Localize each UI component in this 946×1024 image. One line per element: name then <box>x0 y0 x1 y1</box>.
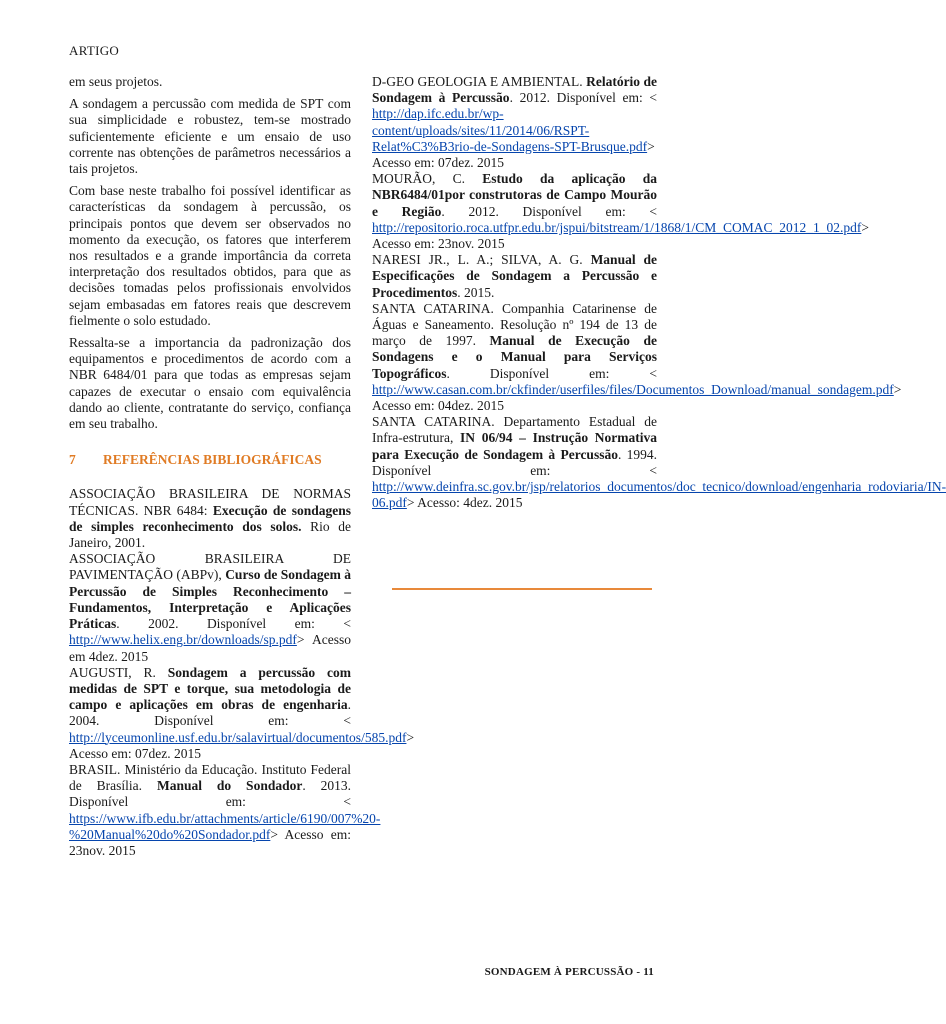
reference-text: BRASIL. Ministério da Educação. Instituto Federal de Brasília. <box>69 761 351 794</box>
reference-access-date: > Acesso em: 07dez. 2015 <box>69 729 415 761</box>
right-column <box>372 74 946 511</box>
reference-entry <box>69 551 351 664</box>
reference-entry <box>372 252 657 301</box>
reference-link[interactable]: http://repositorio.roca.utfpr.edu.br/jspui/bitstream/1/1868/1/CM_COMAC_2012_1_02.pdf <box>372 219 862 235</box>
reference-title: Manual de Execução de Sondagens e o Manual para Serviços Topográficos <box>372 333 657 381</box>
reference-access-date: > Acesso em: 07dez. 2015 <box>372 138 655 171</box>
reference-link[interactable]: http://lyceumonline.usf.edu.br/salavirtual/documentos/585.pdf <box>69 729 407 745</box>
section-number: 7 <box>69 452 76 468</box>
reference-text: . 2012. Disponível em: < <box>509 90 657 106</box>
body-paragraph: Com base neste trabalho foi possível identificar as características da sondagem à percussão, os principais pontos que devem ser observados no momento da execução, os fatores que interferem nos resultados e a grande importância da correta interpretação dos resultados obtidos, para que as decisões tomadas pelos profissionais envolvidos sejam embasadas em fatores reais que descrevem fielmente o solo estudado. <box>69 183 351 328</box>
reference-text: Rio de Janeiro, 2001. <box>69 518 352 551</box>
reference-title: Curso de Sondagem à Percussão de Simples Reconhecimento – Fundamentos, Interpretação e Aplicações Práticas <box>69 567 351 632</box>
reference-access-date: > Acesso em: 23nov. 2015 <box>372 219 869 252</box>
reference-text: ASSOCIAÇÃO BRASILEIRA DE PAVIMENTAÇÃO (ABPv), <box>69 551 351 583</box>
running-footer: SONDAGEM À PERCUSSÃO - 11 <box>484 966 654 978</box>
reference-title: Sondagem a percussão com medidas de SPT e torque, sua metodologia de campo e aplicações em obras de engenharia <box>69 664 351 713</box>
reference-text: . 2002. Disponível em: < <box>116 616 351 632</box>
body-paragraph: Ressalta-se a importancia da padronização dos equipamentos e procedimentos de acordo com a NBR 6484/01 para que todas as empresas sejam capazes de executar o ensaio com equivalência dando ao cliente, contratante do serviço, confiança em seu trabalho. <box>69 335 351 432</box>
running-header: ARTIGO <box>69 43 120 58</box>
reference-access-date: > Acesso em: 23nov. 2015 <box>69 826 351 858</box>
reference-access-date: > Acesso em: 04dez. 2015 <box>372 381 902 414</box>
reference-title: Manual de Especificações de Sondagem a Percussão e Procedimentos <box>372 252 657 300</box>
reference-link[interactable]: http://dap.ifc.edu.br/wp-content/uploads/sites/11/2014/06/RSPT-Relat%C3%B3rio-de-Sondagens-SPT-Brusque.pdf <box>372 106 648 154</box>
reference-entry <box>69 664 415 762</box>
left-column <box>69 74 415 859</box>
body-paragraph: A sondagem a percussão com medida de SPT com sua simplicidade e robustez, tem-se mostrado suficientemente eficiente e um ensaio de uso corrente nas obtenções de parâmetros necessários a tais projetos. <box>69 96 351 177</box>
reference-text: . 2012. Disponível em: < <box>441 203 658 219</box>
reference-text: D-GEO GEOLOGIA E AMBIENTAL. <box>372 74 587 89</box>
reference-text: NARESI JR., L. A.; SILVA, A. G. <box>372 252 591 268</box>
reference-entry <box>372 300 902 414</box>
column-end-divider <box>392 588 652 590</box>
reference-link[interactable]: https://www.ifb.edu.br/attachments/article/6190/007%20-%20Manual%20do%20Sondador.pdf <box>69 810 381 842</box>
reference-entry <box>69 761 381 859</box>
reference-text: . 2004. Disponível em: < <box>69 697 351 729</box>
section-heading <box>69 452 351 468</box>
reference-entry <box>69 486 351 551</box>
body-paragraph: em seus projetos. <box>69 74 163 89</box>
reference-text: ASSOCIAÇÃO BRASILEIRA DE NORMAS TÉCNICAS. NBR 6484: <box>69 486 351 518</box>
reference-entry <box>372 414 946 511</box>
reference-link[interactable]: http://www.helix.eng.br/downloads/sp.pdf <box>69 632 297 648</box>
reference-entry <box>372 171 869 252</box>
reference-link[interactable]: http://www.deinfra.sc.gov.br/jsp/relatorios_documentos/doc_tecnico/download/engenharia_rodoviaria/IN-06.pdf <box>372 479 946 511</box>
reference-access-date: > Acesso em 4dez. 2015 <box>69 632 351 664</box>
reference-text: SANTA CATARINA. Companhia Catarinense de Águas e Saneamento. Resolução nº 194 de 13 de março de 1997. <box>372 300 657 349</box>
reference-title: Estudo da aplicação da NBR6484/01por construtoras de Campo Mourão e Região <box>372 171 658 219</box>
reference-text: . 1994. Disponível em: < <box>372 446 657 478</box>
reference-text: . 2013. Disponível em: < <box>69 778 352 810</box>
reference-text: AUGUSTI, R. <box>69 664 168 680</box>
reference-access-date: > Acesso: 4dez. 2015 <box>406 495 523 511</box>
reference-text: . 2015. <box>457 284 495 300</box>
reference-title: Manual do Sondador <box>156 778 303 794</box>
section-title: REFERÊNCIAS BIBLIOGRÁFICAS <box>103 452 322 468</box>
reference-entry <box>372 74 657 171</box>
reference-text: SANTA CATARINA. Departamento Estadual de Infra-estrutura, <box>372 414 657 446</box>
reference-title: IN 06/94 – Instrução Normativa para Execução de Sondagem à Percussão <box>372 430 657 462</box>
reference-text: . Disponível em: < <box>446 365 657 381</box>
reference-text: MOURÃO, C. <box>372 171 483 187</box>
reference-title: Relatório de Sondagem à Percussão <box>372 74 658 106</box>
reference-title: Execução de sondagens de simples reconhecimento dos solos. <box>69 502 351 534</box>
reference-link[interactable]: http://www.casan.com.br/ckfinder/userfiles/files/Documentos_Download/manual_sondagem.pdf <box>372 381 894 397</box>
